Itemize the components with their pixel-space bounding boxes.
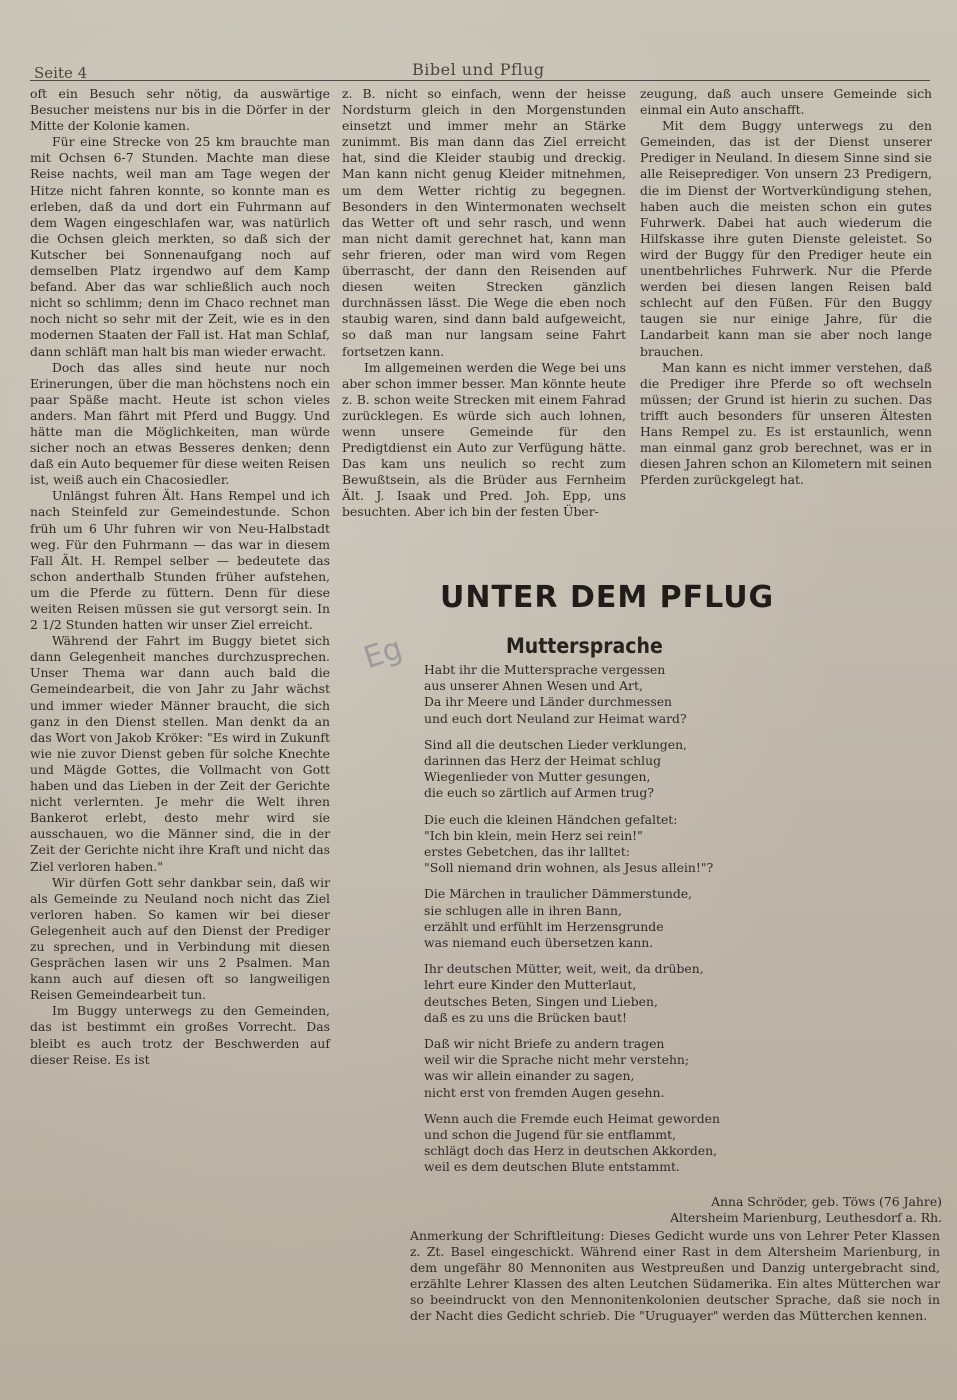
poem-line: was wir allein einander zu sagen, <box>424 1068 635 1084</box>
poem-line: nicht erst von fremden Augen gesehn. <box>424 1084 665 1100</box>
paragraph: Im Buggy unterwegs zu den Gemeinden, das ist bestimmt ein großes Vorrecht. Das bleibt es auch trotz der Beschwerden auf dieser Reise. Es ist <box>30 1003 330 1067</box>
poem-line: schlägt doch das Herz in deutschen Akkorden, <box>424 1143 718 1159</box>
paragraph: oft ein Besuch sehr nötig, da auswärtige Besucher meistens nur bis in die Dörfer in der Mitte der Kolonie kamen. <box>30 86 330 134</box>
poem-stanza <box>424 1111 944 1176</box>
poem-line: Habt ihr die Muttersprache vergessen <box>424 662 666 677</box>
paragraph: Wir dürfen Gott sehr dankbar sein, daß wir als Gemeinde zu Neuland noch nicht das Ziel verloren haben. So kamen wir bei dieser Gelegenheit auch auf den Dienst der Prediger zu sprechen, und in Verbindung mit diesen Gesprächen lasen wir uns 2 Psalmen. Man kann auch auf diesen oft so langweiligen Reisen Gemeindearbeit tun. <box>30 874 330 1003</box>
header-rule <box>30 80 930 81</box>
poem-line: aus unserer Ahnen Wesen und Art, <box>424 678 643 694</box>
article-column-1 <box>30 86 330 1386</box>
poem-line: sie schlugen alle in ihren Bann, <box>424 902 622 918</box>
poem-line: die euch so zärtlich auf Armen trug? <box>424 785 654 801</box>
poem-line: Wenn auch die Fremde euch Heimat geworden <box>424 1110 720 1126</box>
poem-line: Ihr deutschen Mütter, weit, weit, da drüben, <box>424 961 704 977</box>
poem-line: "Ich bin klein, mein Herz sei rein!" <box>424 827 643 843</box>
paragraph: z. B. nicht so einfach, wenn der heisse Nordsturm gleich in den Morgenstunden einsetzt und immer mehr an Stärke zunimmt. Bis man dann das Ziel erreicht hat, sind die Kleider staubig und dreckig. Man kann nicht genug Kleider mitnehmen, um dem Wetter richtig zu begegnen. Besonders in den Wintermonaten wechselt das Wetter oft und sehr rasch, und wenn man nicht damit gerechnet hat, kann man sehr frieren, oder man wird vom Regen überrascht, der dann den Reisenden auf diesen weiten Strecken gänzlich durchnässen lässt. Die Wege die eben noch staubig waren, sind dann bald aufgeweicht, so daß man nur langsam seine Fahrt fortsetzen kann. <box>342 86 626 359</box>
paragraph: zeugung, daß auch unsere Gemeinde sich einmal ein Auto anschafft. <box>640 86 932 118</box>
author-address: Altersheim Marienburg, Leuthesdorf a. Rh. <box>670 1210 942 1226</box>
author-name: Anna Schröder, geb. Töws (76 Jahre) <box>711 1194 942 1209</box>
poem-stanza <box>424 737 944 802</box>
paragraph: Für eine Strecke von 25 km brauchte man mit Ochsen 6-7 Stunden. Machte man diese Reise nachts, weil man am Tage wegen der Hitze nicht fahren konnte, so konnte man es erleben, daß da und dort ein Fuhrmann auf dem Wagen eingeschlafen war, was natürlich die Ochsen gleich merkten, so daß sich der Kutscher bei Sonnenaufgang noch auf demselben Platz irgendwo auf dem Kamp befand. Aber das war schließlich auch noch nicht so schlimm; denn im Chaco rechnet man noch nicht so sehr mit der Zeit, wie es in den modernen Staaten der Fall ist. Hat man Schlaf, dann schläft man halt bis man wieder erwacht. <box>30 134 330 359</box>
article-column-2 <box>342 86 626 576</box>
poem-line: Da ihr Meere und Länder durchmessen <box>424 694 673 710</box>
poem-line: Die Märchen in traulicher Dämmerstunde, <box>424 886 693 902</box>
poem-stanza <box>424 812 944 877</box>
poem-line: "Soll niemand drin wohnen, als Jesus allein!"? <box>424 860 714 876</box>
poem-line: weil es dem deutschen Blute entstammt. <box>424 1159 680 1175</box>
poem-line: weil wir die Sprache nicht mehr verstehn; <box>424 1052 690 1068</box>
paragraph: Doch das alles sind heute nur noch Erinerungen, über die man höchstens noch ein paar Späße macht. Heute ist schon vieles anders. Man fährt mit Pferd und Buggy. Und hätte man die Möglichkeiten, man würde sicher noch an etwas Besseres denken; denn daß ein Auto bequemer für diese weiten Reisen ist, weiß auch ein Chacosiedler. <box>30 359 330 488</box>
poem-body <box>424 662 944 1186</box>
section-title: UNTER DEM PFLUG <box>440 580 775 615</box>
poem-line: Die euch die kleinen Händchen gefaltet: <box>424 811 678 827</box>
poem-stanza <box>424 961 944 1026</box>
editor-note-text: Anmerkung der Schriftleitung: Dieses Gedicht wurde uns von Lehrer Peter Klassen z. Zt. Basel eingeschickt. Während einer Rast in dem Altersheim Marienburg, in dem ungefähr 80 Mennoniten aus Westpreußen und Danzig untergebracht sind, erzählte Lehrer Klassen des alten Leutchen Südamerika. Ein altes Mütterchen war so beeindruckt von den Mennonitenkolonien deutscher Sprache, daß sie noch in der Nacht dies Gedicht schrieb. Die "Uruguayer" werden das Mütterchen kennen. <box>410 1228 940 1323</box>
poem-line: und schon die Jugend für sie entflammt, <box>424 1127 677 1143</box>
poem-line: was niemand euch übersetzen kann. <box>424 935 654 951</box>
poem-line: Daß wir nicht Briefe zu andern tragen <box>424 1036 665 1052</box>
poem-line: erzählt und erfühlt im Herzensgrunde <box>424 918 664 934</box>
paragraph: Mit dem Buggy unterwegs zu den Gemeinden, das ist der Dienst unserer Prediger in Neuland. In diesem Sinne sind sie alle Reiseprediger. Von unsern 23 Predigern, die im Dienst der Wortverkündigung stehen, haben auch die meisten schon ein gutes Fuhrwerk. Dabei hat auch wiederum die Hilfskasse ihre guten Dienste geleistet. So wird der Buggy für den Prediger heute ein unentbehrliches Fuhrwerk. Nur die Pferde werden bei diesen langen Reisen bald schlecht auf den Füßen. Für den Buggy taugen sie nur einige Jahre, für die Landarbeit kann man sie aber noch lange brauchen. <box>640 118 932 359</box>
paragraph: Man kann es nicht immer verstehen, daß die Prediger ihre Pferde so oft wechseln müssen; der Grund ist hierin zu suchen. Das trifft auch besonders für unseren Ältesten Hans Rempel zu. Es ist erstaunlich, wenn man einmal ganz grob berechnet, was er in diesen Jahren schon an Kilometern mit seinen Pferden zurückgelegt hat. <box>640 359 932 488</box>
pencil-annotation: Eg <box>359 630 407 677</box>
poem-line: deutsches Beten, Singen und Lieben, <box>424 993 658 1009</box>
poem-line: Wiegenlieder von Mutter gesungen, <box>424 769 651 785</box>
page-header <box>30 60 930 82</box>
poem-line: erstes Gebetchen, das ihr lalltet: <box>424 844 630 860</box>
poem-stanza <box>424 662 944 727</box>
paragraph: Im allgemeinen werden die Wege bei uns aber schon immer besser. Man könnte heute z. B. schon weite Strecken mit einem Fahrad zurücklegen. Es würde sich auch lohnen, wenn unsere Gemeinde für den Predigtdienst ein Auto zur Verfügung hätte. Das kam uns neulich so recht zum Bewußtsein, als die Brüder aus Fernheim Ält. J. Isaak und Pred. Joh. Epp, uns besuchten. Aber ich bin der festen Über- <box>342 359 626 520</box>
editor-note <box>340 1228 940 1324</box>
paragraph: Während der Fahrt im Buggy bietet sich dann Gelegenheit manches durchzusprechen. Unser Thema war dann auch bald die Gemeindearbeit, die von Jahr zu Jahr wächst und immer wieder Männer braucht, die sich ganz in den Dienst stellen. Man denkt da an das Wort von Jakob Kröker: "Es wird in Zukunft wie nie zuvor Dienst geben für solche Knechte und Mägde Gottes, die Vollmacht von Gott haben und das Lieben in der Zeit der Gerichte nicht verlernten. Je mehr die Welt ihren Bankerot erlebt, desto mehr wird sie ausschauen, wo die Männer sind, die in der Zeit der Gerichte nicht ihre Kraft und nicht das Ziel verloren haben." <box>30 633 330 874</box>
poem-line: daß es zu uns die Brücken baut! <box>424 1009 627 1025</box>
paragraph: Unlängst fuhren Ält. Hans Rempel und ich nach Steinfeld zur Gemeindestunde. Schon früh um 6 Uhr fuhren wir von Neu-Halbstadt weg. Für den Fuhrmann — das war in diesem Fall Ält. H. Rempel selber — bedeutete das schon anderthalb Stunden früher aufstehen, um die Pferde zu füttern. Denn für diese weiten Reisen müssen sie gut versorgt sein. In 2 1/2 Stunden hatten wir unser Ziel erreicht. <box>30 488 330 633</box>
poem-title: Muttersprache <box>506 634 663 658</box>
poem-author <box>430 1194 942 1226</box>
running-title: Bibel und Pflug <box>412 60 545 79</box>
poem-line: und euch dort Neuland zur Heimat ward? <box>424 710 687 726</box>
poem-line: darinnen das Herz der Heimat schlug <box>424 753 661 769</box>
page-number: Seite 4 <box>34 64 88 82</box>
poem-stanza <box>424 886 944 951</box>
poem-stanza <box>424 1036 944 1101</box>
poem-line: Sind all die deutschen Lieder verklungen, <box>424 736 687 752</box>
poem-line: lehrt eure Kinder den Mutterlaut, <box>424 977 637 993</box>
article-column-3 <box>640 86 932 576</box>
